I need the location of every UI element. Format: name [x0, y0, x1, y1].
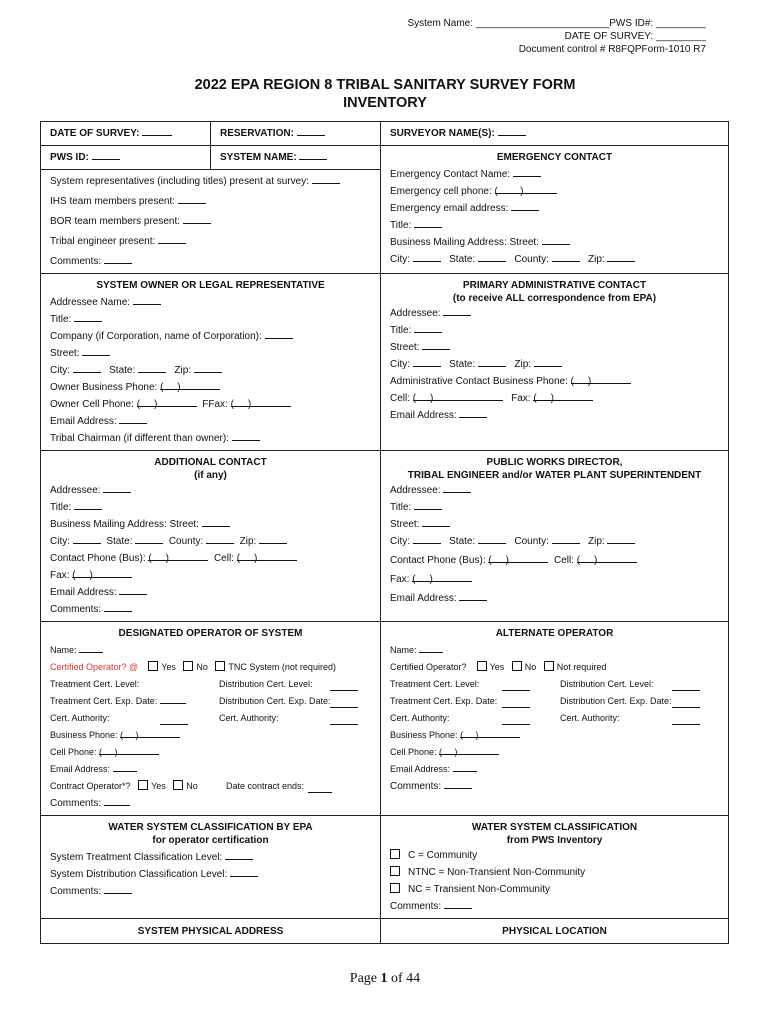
add-city-label: City:: [50, 536, 70, 547]
class-nc-label: NC = Transient Non-Community: [408, 884, 550, 895]
epa-class-heading: [50, 819, 371, 847]
emergency-heading: EMERGENCY CONTACT: [496, 152, 613, 163]
des-treatment-exp-label: Treatment Cert. Exp. Date:: [50, 696, 158, 706]
admin-city-row[interactable]: [390, 356, 719, 373]
admin-business-phone-label: Administrative Contact Business Phone:: [390, 376, 568, 387]
alt-yes-label: Yes: [489, 662, 505, 672]
alternate-operator-section: [381, 622, 728, 798]
inventory-form: [40, 121, 729, 944]
class-c-checkbox[interactable]: [390, 849, 400, 859]
admin-business-phone-field[interactable]: Administrative Contact Business Phone: ( ): [390, 373, 719, 390]
alt-no-checkbox[interactable]: [512, 661, 522, 671]
add-phone-label: Contact Phone (Bus):: [50, 553, 146, 564]
owner-street-label: Street:: [50, 348, 80, 359]
pw-title-label: Title:: [390, 502, 412, 513]
add-zip-label: Zip:: [239, 536, 257, 547]
alt-comments-field[interactable]: [390, 778, 719, 795]
public-works-heading: [390, 454, 719, 482]
des-email-label: Email Address:: [50, 764, 111, 774]
form-title-line1: 2022 EPA REGION 8 TRIBAL SANITARY SURVEY FORM: [194, 77, 576, 93]
emergency-name-label: Emergency Contact Name:: [390, 169, 511, 180]
des-name-field[interactable]: [50, 642, 371, 659]
admin-state-label: State:: [449, 359, 476, 370]
primary-admin-section: [381, 274, 728, 427]
date-of-survey-field[interactable]: [41, 122, 210, 145]
surveyor-label: SURVEYOR NAME(S):: [390, 128, 495, 139]
des-distribution-exp-label: Distribution Cert. Exp. Date:: [219, 696, 331, 706]
admin-zip-label: Zip:: [514, 359, 532, 370]
des-tnc-label: TNC System (not required): [228, 662, 336, 672]
additional-heading1: ADDITIONAL CONTACT: [154, 457, 267, 468]
bor-label: BOR team members present:: [50, 216, 181, 227]
pw-city-label: City:: [390, 536, 410, 547]
pw-email-label: Email Address:: [390, 593, 457, 604]
add-fax-label: Fax:: [50, 570, 70, 581]
owner-state-label: State:: [109, 365, 136, 376]
class-c-label: C = Community: [408, 850, 478, 861]
admin-email-label: Email Address:: [390, 410, 457, 421]
document-header: [407, 17, 706, 56]
des-contract-no-label: No: [186, 781, 198, 791]
bor-field[interactable]: [50, 213, 371, 230]
alt-authority-label: Cert. Authority:: [390, 713, 450, 723]
admin-addressee-field[interactable]: [390, 305, 719, 322]
alt-business-phone-label: Business Phone:: [390, 730, 458, 740]
owner-fax-label: FFax:: [202, 399, 228, 410]
pw-state-label: State:: [449, 536, 476, 547]
add-county-label: County:: [168, 536, 204, 547]
additional-heading: [50, 454, 371, 482]
epa-class-heading1: WATER SYSTEM CLASSIFICATION BY EPA: [108, 822, 313, 833]
system-name-field[interactable]: [211, 146, 380, 169]
add-addressee-label: Addressee:: [50, 485, 101, 496]
class-ntnc-checkbox[interactable]: [390, 866, 400, 876]
owner-city-row[interactable]: [50, 362, 371, 379]
header-date-of-survey: DATE OF SURVEY: _________: [564, 31, 706, 42]
designated-heading: DESIGNATED OPERATOR OF SYSTEM: [118, 628, 303, 639]
owner-addressee-field[interactable]: [50, 294, 371, 311]
des-yes-checkbox[interactable]: [148, 661, 158, 671]
alternate-heading: ALTERNATE OPERATOR: [495, 628, 614, 639]
class-ntnc-label: NTNC = Non-Transient Non-Community: [408, 867, 586, 878]
owner-cell-phone-field[interactable]: Owner Cell Phone: ( ) FFax: ( ): [50, 396, 371, 413]
owner-chairman-field[interactable]: [50, 430, 371, 447]
admin-title-field[interactable]: [390, 322, 719, 339]
system-name-label: SYSTEM NAME:: [220, 152, 297, 163]
representatives-section: [41, 170, 380, 273]
emergency-contact-section: [381, 146, 728, 271]
des-comments-label: Comments:: [50, 798, 102, 809]
pw-city-row[interactable]: [390, 533, 719, 550]
public-works-section: [381, 451, 728, 610]
admin-cell-row[interactable]: Cell: ( ) Fax: ( ): [390, 390, 719, 407]
owner-company-label: Company (if Corporation, name of Corporation):: [50, 331, 262, 342]
emergency-email-field[interactable]: [390, 200, 719, 217]
alt-treatment-level-label: Treatment Cert. Level:: [390, 679, 480, 689]
pw-title-field[interactable]: [390, 499, 719, 516]
alt-name-field[interactable]: [390, 642, 719, 659]
alt-certified-row[interactable]: [390, 659, 719, 676]
pw-email-field[interactable]: [390, 590, 719, 607]
add-addressee-field[interactable]: [50, 482, 371, 499]
page-footer: [0, 971, 770, 987]
owner-addressee-label: Addressee Name:: [50, 297, 131, 308]
des-tnc-checkbox[interactable]: [215, 661, 225, 671]
epa-distribution-field[interactable]: [50, 866, 371, 883]
reservation-field[interactable]: [211, 122, 380, 145]
epa-distribution-label: System Distribution Classification Level:: [50, 869, 228, 880]
alt-exp-row[interactable]: [390, 693, 719, 710]
alt-not-required-checkbox[interactable]: [544, 661, 554, 671]
des-no-checkbox[interactable]: [183, 661, 193, 671]
additional-heading2: (if any): [194, 470, 227, 481]
des-business-phone-field[interactable]: Business Phone: ( ): [50, 727, 371, 744]
class-c-option[interactable]: [390, 847, 719, 864]
alt-distribution-level-label: Distribution Cert. Level:: [560, 679, 654, 689]
epa-treatment-field[interactable]: [50, 849, 371, 866]
owner-zip-label: Zip:: [174, 365, 192, 376]
public-works-heading1: PUBLIC WORKS DIRECTOR,: [486, 457, 623, 468]
footer-page-total: of 44: [391, 971, 421, 986]
add-phone-row[interactable]: Contact Phone (Bus): ( ) Cell: ( ): [50, 550, 371, 567]
reps-comments-field[interactable]: [50, 253, 371, 270]
pw-addressee-label: Addressee:: [390, 485, 441, 496]
alt-business-phone-field[interactable]: Business Phone: ( ): [390, 727, 719, 744]
footer-page-number: 1: [380, 971, 388, 986]
des-business-phone-label: Business Phone:: [50, 730, 118, 740]
physical-address-heading: SYSTEM PHYSICAL ADDRESS: [137, 926, 284, 937]
alt-cell-phone-field[interactable]: Cell Phone: ( ): [390, 744, 719, 761]
reps-present-field[interactable]: [50, 173, 371, 190]
alt-yes-checkbox[interactable]: [477, 661, 487, 671]
owner-section: [41, 274, 380, 450]
add-city-row[interactable]: [50, 533, 371, 550]
add-email-field[interactable]: [50, 584, 371, 601]
admin-city-label: City:: [390, 359, 410, 370]
des-cell-phone-label: Cell Phone:: [50, 747, 97, 757]
pw-fax-field[interactable]: Fax: ( ): [390, 571, 719, 588]
owner-title-field[interactable]: [50, 311, 371, 328]
des-date-contract-label: Date contract ends:: [226, 781, 305, 791]
header-doc-control: Document control # R8FQPForm-1010 R7: [518, 44, 706, 55]
epa-class-heading2: for operator certification: [152, 835, 269, 846]
des-contract-yes-label: Yes: [151, 781, 166, 791]
pw-street-label: Street:: [390, 519, 420, 530]
emergency-email-label: Emergency email address:: [390, 203, 509, 214]
des-no-label: No: [196, 662, 208, 672]
pws-comments-label: Comments:: [390, 901, 442, 912]
emergency-state-label: State:: [449, 254, 476, 265]
admin-addressee-label: Addressee:: [390, 308, 441, 319]
pw-zip-label: Zip:: [587, 536, 605, 547]
add-mailing-field[interactable]: [50, 516, 371, 533]
des-contract-yes-checkbox[interactable]: [138, 780, 148, 790]
emergency-name-field[interactable]: [390, 166, 719, 183]
alt-certified-label: Certified Operator?: [390, 662, 467, 672]
alt-comments-label: Comments:: [390, 781, 442, 792]
epa-classification-section: [41, 816, 380, 903]
reps-comments-label: Comments:: [50, 256, 102, 267]
owner-street-field[interactable]: [50, 345, 371, 362]
owner-email-field[interactable]: [50, 413, 371, 430]
emergency-zip-label: Zip:: [587, 254, 605, 265]
form-title-line2: INVENTORY: [343, 95, 427, 111]
emergency-cell-label: Emergency cell phone:: [390, 186, 492, 197]
alt-name-label: Name:: [390, 645, 417, 655]
des-exp-row[interactable]: [50, 693, 371, 710]
add-state-label: State:: [106, 536, 133, 547]
physical-location-heading: PHYSICAL LOCATION: [502, 926, 607, 937]
date-of-survey-label: DATE OF SURVEY:: [50, 128, 140, 139]
pws-class-heading2: from PWS Inventory: [506, 835, 603, 846]
des-contract-no-checkbox[interactable]: [173, 780, 183, 790]
add-mailing-label: Business Mailing Address: Street:: [50, 519, 199, 530]
primary-admin-heading1: PRIMARY ADMINISTRATIVE CONTACT: [462, 280, 647, 291]
pw-street-field[interactable]: [390, 516, 719, 533]
pws-comments-field[interactable]: [390, 898, 719, 915]
des-cell-phone-field[interactable]: Cell Phone: ( ): [50, 744, 371, 761]
pws-classification-section: [381, 816, 728, 918]
add-comments-field[interactable]: [50, 601, 371, 618]
emergency-mailing-label: Business Mailing Address: Street:: [390, 237, 539, 248]
tribal-engineer-field[interactable]: [50, 233, 371, 250]
des-authority-row[interactable]: [50, 710, 371, 727]
class-nc-checkbox[interactable]: [390, 883, 400, 893]
owner-business-phone-field[interactable]: Owner Business Phone: ( ): [50, 379, 371, 396]
owner-city-label: City:: [50, 365, 70, 376]
class-nc-option[interactable]: [390, 881, 719, 898]
alt-cell-phone-label: Cell Phone:: [390, 747, 437, 757]
reps-present-label: System representatives (including titles) present at survey:: [50, 176, 309, 187]
owner-heading: SYSTEM OWNER OR LEGAL REPRESENTATIVE: [96, 280, 325, 291]
owner-cell-phone-label: Owner Cell Phone:: [50, 399, 134, 410]
primary-admin-heading: [390, 277, 719, 305]
des-authority-label: Cert. Authority:: [50, 713, 110, 723]
emergency-city-label: City:: [390, 254, 410, 265]
pw-cell-label: Cell:: [553, 555, 574, 566]
ihs-field[interactable]: [50, 193, 371, 210]
pws-class-heading1: WATER SYSTEM CLASSIFICATION: [471, 822, 638, 833]
pw-phone-label: Contact Phone (Bus):: [390, 555, 486, 566]
des-name-label: Name:: [50, 645, 77, 655]
alt-distribution-exp-label: Distribution Cert. Exp. Date:: [560, 696, 672, 706]
admin-email-field[interactable]: [390, 407, 719, 424]
pws-class-heading: [390, 819, 719, 847]
add-cell-label: Cell:: [213, 553, 234, 564]
admin-title-label: Title:: [390, 325, 412, 336]
pw-county-label: County:: [514, 536, 549, 547]
des-certified-label: Certified Operator? @: [50, 662, 139, 672]
owner-title-label: Title:: [50, 314, 72, 325]
alt-email-label: Email Address:: [390, 764, 451, 774]
pws-id-label: PWS ID:: [50, 152, 89, 163]
ihs-label: IHS team members present:: [50, 196, 176, 207]
epa-treatment-label: System Treatment Classification Level:: [50, 852, 223, 863]
des-yes-label: Yes: [161, 662, 176, 672]
primary-admin-heading2: (to receive ALL correspondence from EPA): [452, 293, 657, 304]
owner-email-label: Email Address:: [50, 416, 117, 427]
owner-company-field[interactable]: [50, 328, 371, 345]
alt-no-label: No: [524, 662, 537, 672]
des-level-row[interactable]: [50, 676, 371, 693]
des-certified-row[interactable]: [50, 659, 371, 676]
pw-fax-label: Fax:: [390, 574, 410, 585]
alt-email-field[interactable]: [390, 761, 719, 778]
emergency-mailing-field[interactable]: [390, 234, 719, 251]
pws-id-field[interactable]: [41, 146, 210, 169]
alt-not-required-label: Not required: [556, 662, 607, 672]
alt-authority-row[interactable]: [390, 710, 719, 727]
add-title-label: Title:: [50, 502, 72, 513]
des-email-field[interactable]: [50, 761, 371, 778]
des-contract-label: Contract Operator*?: [50, 781, 131, 791]
admin-cell-label: Cell:: [390, 393, 411, 404]
owner-business-phone-label: Owner Business Phone:: [50, 382, 158, 393]
des-distribution-level-label: Distribution Cert. Level:: [219, 679, 313, 689]
admin-fax-label: Fax:: [511, 393, 531, 404]
emergency-title-label: Title:: [390, 220, 412, 231]
add-email-label: Email Address:: [50, 587, 117, 598]
des-contract-row[interactable]: [50, 778, 371, 795]
class-ntnc-option[interactable]: [390, 864, 719, 881]
footer-page-label: Page: [349, 971, 378, 986]
add-fax-field[interactable]: Fax: ( ): [50, 567, 371, 584]
epa-comments-label: Comments:: [50, 886, 102, 897]
emergency-title-field[interactable]: [390, 217, 719, 234]
emergency-county-label: County:: [514, 254, 549, 265]
des-comments-field[interactable]: [50, 795, 371, 812]
epa-comments-field[interactable]: [50, 883, 371, 900]
pw-phone-row[interactable]: Contact Phone (Bus): ( ) Cell: ( ): [390, 552, 719, 569]
admin-street-field[interactable]: [390, 339, 719, 356]
surveyor-field[interactable]: [381, 122, 728, 145]
alt-authority2-label: Cert. Authority:: [560, 713, 620, 723]
des-authority2-label: Cert. Authority:: [219, 713, 279, 723]
add-title-field[interactable]: [50, 499, 371, 516]
add-comments-label: Comments:: [50, 604, 102, 615]
des-treatment-level-label: Treatment Cert. Level:: [50, 679, 140, 689]
reservation-label: RESERVATION:: [220, 128, 294, 139]
additional-contact-section: [41, 451, 380, 621]
owner-chairman-label: Tribal Chairman (if different than owner):: [50, 433, 229, 444]
designated-operator-section: [41, 622, 380, 815]
pw-addressee-field[interactable]: [390, 482, 719, 499]
alt-treatment-exp-label: Treatment Cert. Exp. Date:: [390, 696, 498, 706]
form-title: [0, 76, 770, 112]
tribal-engineer-label: Tribal engineer present:: [50, 236, 156, 247]
public-works-heading2: TRIBAL ENGINEER and/or WATER PLANT SUPERINTENDENT: [407, 470, 702, 481]
emergency-city-row[interactable]: [390, 251, 719, 268]
admin-street-label: Street:: [390, 342, 420, 353]
emergency-cell-field[interactable]: Emergency cell phone: ( ): [390, 183, 719, 200]
header-system-name: System Name: ________________________PWS ID#: _________: [407, 18, 706, 29]
alt-level-row[interactable]: [390, 676, 719, 693]
